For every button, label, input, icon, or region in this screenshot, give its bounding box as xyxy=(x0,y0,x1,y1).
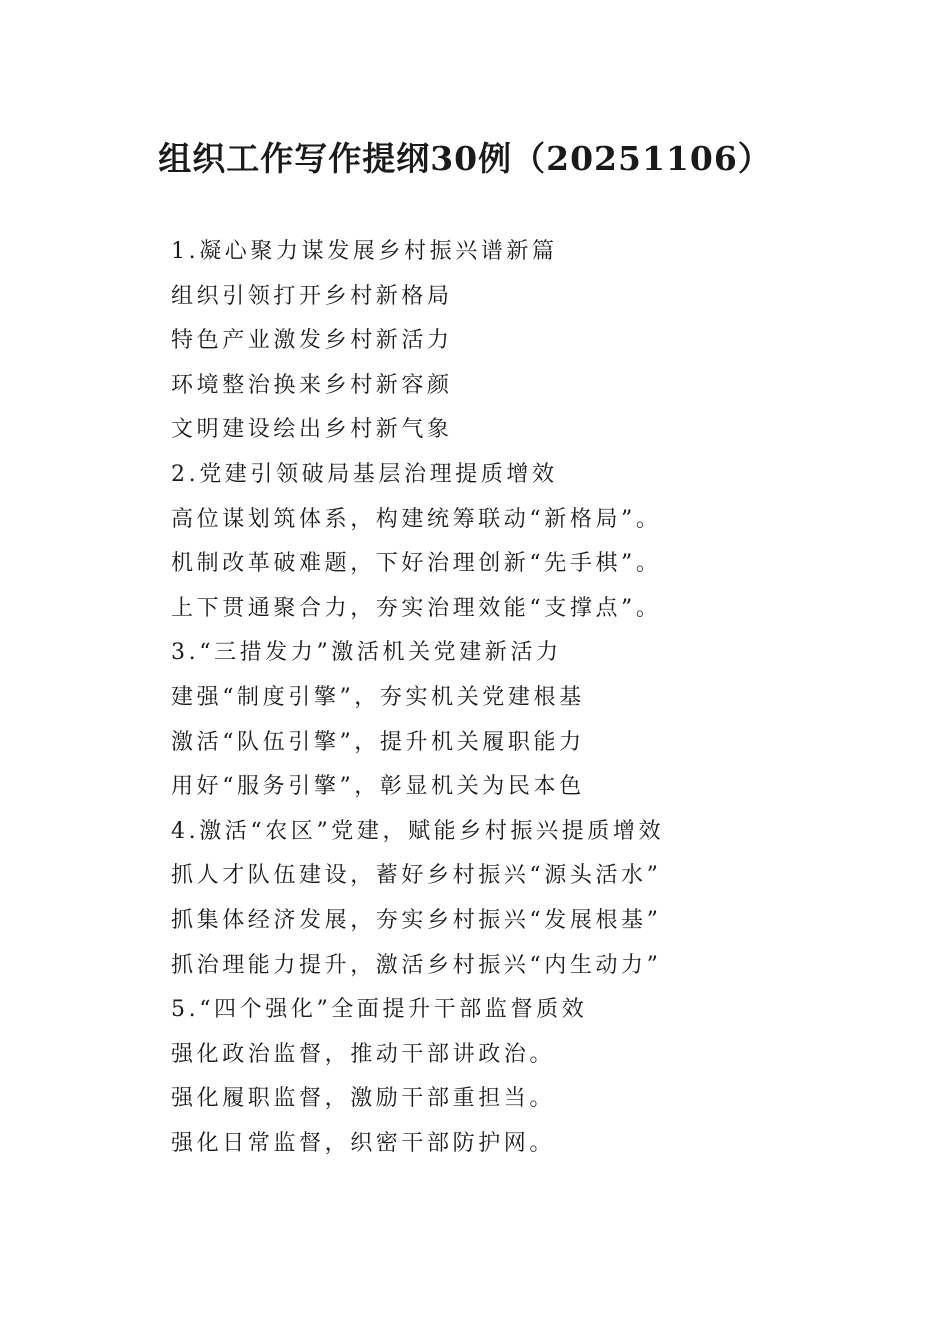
outline-line: 用好“服务引擎”，彰显机关为民本色 xyxy=(171,774,585,800)
outline-line: 文明建设绘出乡村新气象 xyxy=(171,417,453,443)
outline-line: 上下贯通聚合力，夯实治理效能“支撑点”。 xyxy=(171,595,662,621)
outline-line: 建强“制度引擎”，夯实机关党建根基 xyxy=(171,684,585,710)
outline-line: 强化履职监督，激励干部重担当。 xyxy=(171,1086,556,1112)
outline-line: 组织引领打开乡村新格局 xyxy=(171,283,453,309)
outline-line: 强化政治监督，推动干部讲政治。 xyxy=(171,1041,556,1067)
outline-heading-4: 4.激活“农区”党建，赋能乡村振兴提质增效 xyxy=(171,818,665,844)
outline-line: 高位谋划筑体系，构建统筹联动“新格局”。 xyxy=(171,506,662,532)
outline-list xyxy=(171,230,811,1166)
outline-heading-1: 1.凝心聚力谋发展乡村振兴谱新篇 xyxy=(171,239,558,264)
outline-heading-2: 2.党建引领破局基层治理提质增效 xyxy=(171,461,558,487)
outline-line: 抓治理能力提升，激活乡村振兴“内生动力” xyxy=(171,952,662,978)
outline-heading-3: 3.“三措发力”激活机关党建新活力 xyxy=(171,640,562,666)
document-title: 组织工作写作提纲30例（20251106） xyxy=(158,139,772,178)
outline-line: 激活“队伍引擎”，提升机关履职能力 xyxy=(171,729,585,755)
outline-line: 抓集体经济发展，夯实乡村振兴“发展根基” xyxy=(171,907,662,933)
outline-line: 环境整治换来乡村新容颜 xyxy=(171,372,453,398)
outline-heading-5: 5.“四个强化”全面提升干部监督质效 xyxy=(171,997,588,1023)
outline-line: 强化日常监督，织密干部防护网。 xyxy=(171,1130,556,1156)
outline-line: 特色产业激发乡村新活力 xyxy=(171,328,453,354)
outline-line: 机制改革破难题，下好治理创新“先手棋”。 xyxy=(171,551,662,577)
outline-line: 抓人才队伍建设，蓄好乡村振兴“源头活水” xyxy=(171,863,662,889)
